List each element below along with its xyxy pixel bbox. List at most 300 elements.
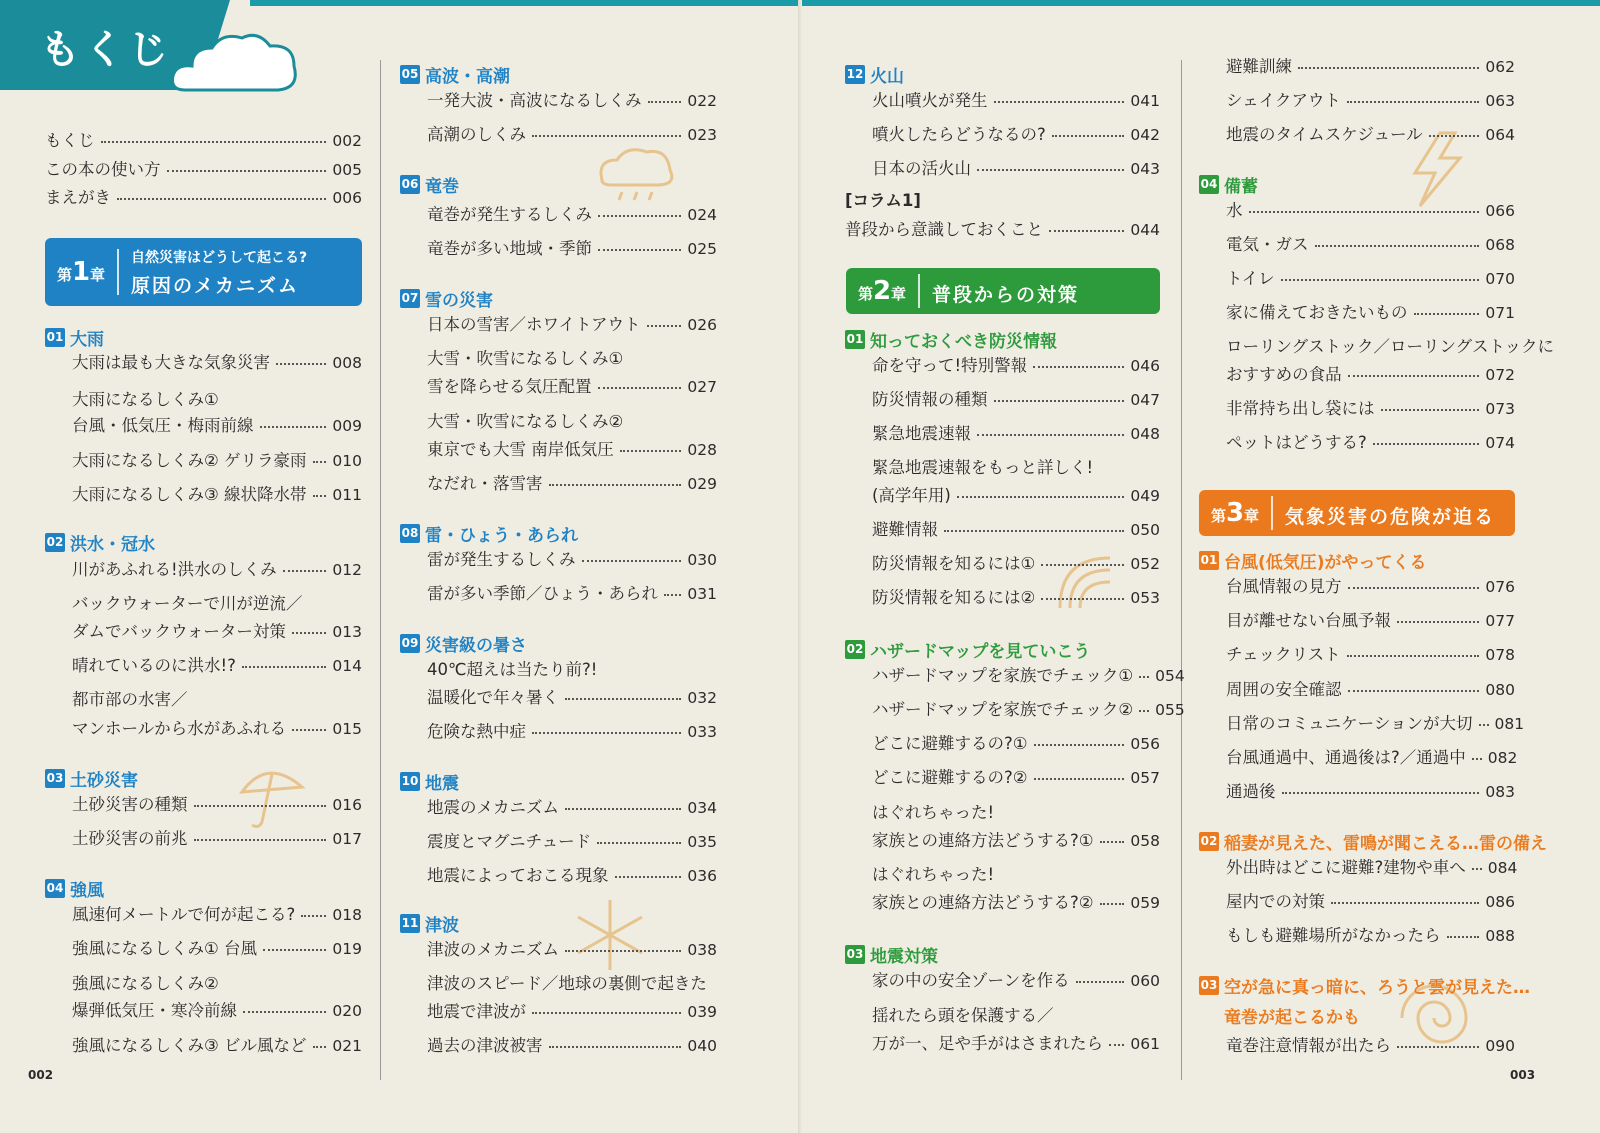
section-number: 04 [45, 879, 65, 898]
leader-dots [1447, 936, 1480, 938]
toc-page-number: 014 [332, 657, 362, 675]
toc-entry[interactable] [1226, 367, 1515, 384]
toc-entry[interactable] [72, 941, 362, 958]
section-heading[interactable] [45, 766, 138, 791]
toc-entry-title: 東京でも大雪 南岸低気圧 [427, 440, 614, 459]
toc-entry[interactable] [1226, 93, 1515, 110]
toc-entry[interactable] [1226, 894, 1515, 911]
toc-page-number: 077 [1485, 612, 1515, 630]
section-number: 02 [1199, 832, 1219, 851]
section-title: 竜巻 [425, 177, 459, 197]
toc-entry[interactable] [872, 522, 1160, 539]
toc-entry-title: 家の中の安全ゾーンを作る [872, 971, 1070, 990]
toc-entry-title: 津波のメカニズム [427, 940, 559, 959]
section-title: 知っておくべき防災情報 [870, 332, 1057, 352]
section-title: 大雨 [70, 330, 104, 350]
page-number-right: 003 [1510, 1068, 1536, 1082]
leader-dots [532, 732, 681, 734]
toc-page-number: 005 [332, 161, 362, 179]
toc-entry-title: 緊急地震速報 [872, 424, 971, 443]
toc-entry[interactable] [427, 93, 717, 110]
leader-dots [1429, 135, 1480, 137]
toc-entry-line: 大雨になるしくみ① [72, 390, 219, 409]
toc-entry[interactable] [1226, 435, 1515, 452]
toc-entry-title: 防災情報を知るには② [872, 588, 1036, 607]
snowflake-icon [570, 895, 650, 975]
toc-entry-title: 外出時はどこに避難?建物や車へ [1226, 858, 1466, 877]
toc-entry-title: 台風通過中、通過後は?／通過中 [1226, 748, 1466, 767]
toc-page-number: 078 [1485, 646, 1515, 664]
toc-entry-line: 緊急地震速報をもっと詳しく! [872, 458, 1094, 477]
toc-entry-title: 台風情報の見方 [1226, 577, 1342, 596]
toc-entry[interactable] [872, 358, 1160, 375]
toc-entry-title: 風速何メートルで何が起こる? [72, 905, 296, 924]
toc-entry[interactable] [427, 690, 717, 707]
toc-page-number: 040 [687, 1037, 717, 1055]
section-title: 土砂災害 [70, 771, 138, 791]
toc-entry[interactable] [72, 1038, 362, 1055]
toc-entry-title: まえがき [45, 188, 111, 207]
toc-entry[interactable] [872, 736, 1160, 753]
toc-entry-title: どこに避難するの?① [872, 734, 1028, 753]
toc-entry-title: 晴れているのに洪水!? [72, 656, 236, 675]
toc-entry[interactable] [872, 488, 1160, 505]
toc-page-number: 019 [332, 940, 362, 958]
leader-dots [313, 1046, 327, 1048]
toc-entry[interactable] [72, 797, 362, 814]
toc-page-number: 046 [1130, 357, 1160, 375]
toc-entry-title: 地震のメカニズム [427, 798, 559, 817]
toc-entry-title: なだれ・落雪害 [427, 474, 543, 493]
leader-dots [977, 434, 1124, 436]
toc-page-number: 059 [1130, 894, 1160, 912]
leader-dots [1034, 778, 1125, 780]
leader-dots [1033, 366, 1124, 368]
toc-entry-title: 大雨は最も大きな気象災害 [72, 353, 270, 372]
toc-entry[interactable] [1226, 714, 1525, 733]
toc-entry[interactable] [872, 973, 1160, 990]
column-divider-1 [380, 60, 381, 1080]
section-heading[interactable] [400, 521, 578, 546]
leader-dots [532, 135, 681, 137]
toc-entry[interactable] [427, 207, 717, 224]
toc-entry-title: 日本の雪害／ホワイトアウト [427, 315, 641, 334]
leader-dots [292, 729, 326, 731]
toc-entry-title: 目が離せない台風予報 [1226, 611, 1391, 630]
toc-entry-line: 津波のスピード／地球の裏側で起きた [427, 974, 707, 993]
toc-page-number: 020 [332, 1002, 362, 1020]
toc-entry-line: 都市部の水害／ [72, 690, 188, 709]
section-title: 稲妻が見えた、雷鳴が聞こえる…雷の備え [1224, 834, 1547, 854]
toc-entry-title: 防災情報の種類 [872, 390, 988, 409]
toc-entry[interactable] [872, 833, 1160, 850]
toc-entry[interactable] [427, 127, 717, 144]
leader-dots [1381, 409, 1480, 411]
toc-entry-title: 高潮のしくみ [427, 125, 526, 144]
toc-entry[interactable] [45, 162, 362, 179]
toc-entry[interactable] [1226, 1038, 1515, 1055]
toc-page-number: 027 [687, 378, 717, 396]
toc-entry-title: 周囲の安全確認 [1226, 680, 1342, 699]
toc-entry[interactable] [72, 355, 362, 372]
toc-entry[interactable] [1226, 928, 1515, 945]
toc-page-number: 032 [687, 689, 717, 707]
toc-entry-title: 火山噴火が発生 [872, 91, 988, 110]
toc-entry[interactable] [427, 317, 717, 334]
toc-entry[interactable] [427, 241, 717, 258]
umbrella-icon [237, 757, 307, 832]
toc-page-number: 011 [332, 486, 362, 504]
toc-page-number: 036 [687, 867, 717, 885]
toc-entry[interactable] [1226, 203, 1515, 220]
toc-entry-title: ペットはどうする? [1226, 433, 1367, 452]
section-heading[interactable] [845, 942, 938, 967]
toc-entry[interactable] [427, 552, 717, 569]
toc-page-number: 056 [1130, 735, 1160, 753]
toc-entry[interactable] [427, 379, 717, 396]
toc-entry[interactable] [72, 562, 362, 579]
leader-dots [1281, 279, 1480, 281]
toc-page-number: 058 [1130, 832, 1160, 850]
section-heading[interactable] [400, 769, 459, 794]
section-heading[interactable] [1199, 829, 1547, 854]
leader-dots [994, 400, 1125, 402]
toc-entry[interactable] [872, 93, 1160, 110]
toc-entry-title: チェックリスト [1226, 645, 1341, 664]
leader-dots [1397, 1046, 1479, 1048]
toc-entry-title: 雷が発生するしくみ [427, 550, 576, 569]
section-number: 02 [845, 640, 865, 659]
toc-page-number: 053 [1130, 589, 1160, 607]
section-heading[interactable] [400, 172, 459, 197]
toc-entry-line: 強風になるしくみ② [72, 974, 219, 993]
toc-page-number: 086 [1485, 893, 1515, 911]
leader-dots [647, 325, 682, 327]
toc-entry[interactable] [872, 127, 1160, 144]
toc-entry-title: 電気・ガス [1226, 235, 1309, 254]
toc-entry[interactable] [872, 556, 1160, 573]
section-number: 06 [400, 175, 420, 194]
toc-entry[interactable] [872, 161, 1160, 178]
toc-entry[interactable] [72, 453, 362, 470]
toc-entry[interactable] [427, 868, 717, 885]
toc-page-number: 063 [1485, 92, 1515, 110]
toc-entry[interactable] [872, 770, 1160, 787]
toc-page-number: 028 [687, 441, 717, 459]
leader-dots [283, 570, 327, 572]
leader-dots [101, 141, 327, 143]
toc-entry[interactable] [45, 133, 362, 150]
leader-dots [597, 842, 681, 844]
toc-entry-title: 強風になるしくみ① 台風 [72, 939, 258, 958]
toc-entry[interactable] [1226, 579, 1515, 596]
toc-page-number: 054 [1155, 667, 1185, 685]
toc-page-number: 016 [332, 796, 362, 814]
toc-page-number: 082 [1487, 749, 1518, 767]
section-number: 03 [1199, 976, 1219, 995]
toc-entry-title: 大雨になるしくみ③ 線状降水帯 [72, 485, 307, 504]
toc-entry-title: おすすめの食品 [1226, 365, 1342, 384]
section-title: 雪の災害 [425, 291, 493, 311]
toc-entry[interactable] [72, 487, 362, 504]
section-title: 地震 [425, 774, 459, 794]
section-number: 09 [400, 634, 420, 653]
toc-page-number: 008 [332, 354, 362, 372]
toc-entry-title: 避難訓練 [1226, 57, 1292, 76]
section-title: ハザードマップを見ていこう [870, 642, 1091, 662]
toc-page-number: 072 [1485, 366, 1515, 384]
leader-dots [648, 101, 682, 103]
toc-entry[interactable] [427, 942, 717, 959]
leader-dots [260, 426, 327, 428]
toc-entry-title: 家族との連絡方法どうする?② [872, 893, 1094, 912]
toc-entry-title: ダムでバックウォーター対策 [72, 622, 286, 641]
section-heading[interactable] [400, 631, 527, 656]
toc-entry-title: 噴火したらどうなるの? [872, 125, 1046, 144]
toc-entry[interactable] [1226, 401, 1515, 418]
section-heading[interactable] [1199, 548, 1427, 573]
toc-page-number: 049 [1130, 487, 1160, 505]
chapter-1-banner: 第1章 自然災害はどうして起こる? 原因のメカニズム [45, 238, 362, 306]
toc-entry[interactable] [872, 392, 1160, 409]
section-number: 12 [845, 65, 865, 84]
toc-entry-title: 川があふれる!洪水のしくみ [72, 560, 277, 579]
toc-page-number: 010 [332, 452, 362, 470]
toc-entry[interactable] [872, 666, 1185, 685]
section-title-continued: 竜巻が起こるかも [1224, 1008, 1360, 1028]
book-spine [798, 0, 802, 1133]
toc-entry[interactable] [427, 1038, 717, 1055]
section-number: 07 [400, 289, 420, 308]
toc-entry[interactable] [45, 190, 362, 207]
toc-entry-title: もしも避難場所がなかったら [1226, 926, 1441, 945]
toc-entry[interactable] [427, 800, 717, 817]
toc-entry-title: 地震によっておこる現象 [427, 866, 609, 885]
toc-page-number: 017 [332, 830, 362, 848]
toc-page-number: 068 [1485, 236, 1515, 254]
toc-entry-line: 大雪・吹雪になるしくみ② [427, 412, 624, 431]
leader-dots [1041, 564, 1124, 566]
toc-entry[interactable] [1226, 613, 1515, 630]
toc-entry-title: 雷が多い季節／ひょう・あられ [427, 584, 658, 603]
section-number: 10 [400, 772, 420, 791]
toc-page-number: 047 [1130, 391, 1160, 409]
leader-dots [1397, 621, 1479, 623]
section-heading[interactable] [1199, 973, 1530, 998]
leader-dots [276, 363, 326, 365]
toc-page-number: 041 [1130, 92, 1160, 110]
toc-page-number: 006 [332, 189, 362, 207]
toc-page-number: 088 [1485, 927, 1515, 945]
leader-dots [194, 839, 327, 841]
section-title: 台風(低気圧)がやってくる [1224, 553, 1427, 573]
section-title: 災害級の暑さ [425, 636, 527, 656]
leader-dots [977, 169, 1124, 171]
toc-entry-title: マンホールから水があふれる [72, 719, 287, 738]
toc-entry-title: 万が一、足や手がはさまれたら [872, 1034, 1103, 1053]
toc-entry-title: 竜巻注意情報が出たら [1226, 1036, 1391, 1055]
leader-dots [598, 215, 681, 217]
section-heading[interactable] [45, 325, 104, 350]
toc-entry[interactable] [72, 721, 362, 738]
chapter-2-banner: 第2章 普段からの対策 [846, 268, 1160, 314]
toc-page-number: 031 [687, 585, 717, 603]
toc-page-number: 033 [687, 723, 717, 741]
toc-page-number: 042 [1130, 126, 1160, 144]
leader-dots [313, 461, 327, 463]
section-heading[interactable] [400, 62, 510, 87]
toc-entry-line: バックウォーターで川が逆流／ [72, 594, 303, 613]
section-number: 08 [400, 524, 420, 543]
toc-entry-title: ハザードマップを家族でチェック② [872, 700, 1134, 719]
toc-entry[interactable] [72, 658, 362, 675]
leader-dots [944, 530, 1124, 532]
section-number: 02 [45, 533, 65, 552]
leader-dots [292, 632, 327, 634]
chapter-3-banner: 第3章 気象災害の危険が迫る [1199, 490, 1515, 536]
toc-entry[interactable] [427, 834, 717, 851]
toc-entry[interactable] [1226, 647, 1515, 664]
toc-entry[interactable] [427, 442, 717, 459]
section-title: 津波 [425, 916, 459, 936]
toc-page-number: 034 [687, 799, 717, 817]
toc-entry-title: 土砂災害の前兆 [72, 829, 188, 848]
section-number: 01 [45, 328, 65, 347]
toc-entry[interactable] [872, 1036, 1160, 1053]
section-title: 高波・高潮 [425, 67, 510, 87]
rain-cloud-icon [592, 140, 682, 210]
leader-dots [598, 387, 682, 389]
toc-entry[interactable] [872, 700, 1185, 719]
toc-entry[interactable] [72, 624, 362, 641]
toc-entry-title: 普段から意識しておくこと [845, 220, 1043, 239]
toc-page-number: 039 [687, 1003, 717, 1021]
section-heading[interactable] [845, 62, 904, 87]
leader-dots [664, 594, 681, 596]
section-heading[interactable] [45, 876, 104, 901]
toc-entry[interactable] [1226, 305, 1515, 322]
toc-entry[interactable] [1226, 682, 1515, 699]
section-number: 03 [845, 945, 865, 964]
toc-entry-title: もくじ [45, 131, 95, 150]
section-number: 11 [400, 914, 420, 933]
leader-dots [598, 249, 681, 251]
leader-dots [1347, 655, 1480, 657]
page-number-left: 002 [28, 1068, 54, 1082]
toc-entry-title: 防災情報を知るには① [872, 554, 1036, 573]
toc-entry[interactable] [72, 907, 362, 924]
leader-dots [532, 1012, 681, 1014]
toc-entry-title: トイレ [1226, 269, 1275, 288]
section-heading[interactable] [400, 286, 493, 311]
section-number: 04 [1199, 175, 1219, 194]
toc-page-number: 052 [1130, 555, 1160, 573]
toc-page-number: 015 [332, 720, 362, 738]
toc-entry-title: 大雨になるしくみ② ゲリラ豪雨 [72, 451, 307, 470]
leader-dots [301, 915, 326, 917]
toc-page-number: 025 [687, 240, 717, 258]
toc-entry-title: ハザードマップを家族でチェック① [872, 666, 1134, 685]
toc-entry-line: はぐれちゃった! [872, 865, 995, 884]
toc-entry[interactable] [1226, 59, 1515, 76]
leader-dots [1472, 758, 1482, 760]
leader-dots [194, 805, 327, 807]
toc-page-number: 012 [332, 561, 362, 579]
toc-entry[interactable] [1226, 748, 1518, 767]
toc-page-number: 062 [1485, 58, 1515, 76]
leader-dots [1315, 245, 1480, 247]
toc-page-number: 038 [687, 941, 717, 959]
toc-entry[interactable] [1226, 858, 1518, 877]
toc-entry[interactable] [872, 895, 1160, 912]
toc-entry-title: 爆弾低気圧・寒冷前線 [72, 1001, 237, 1020]
toc-entry[interactable] [1226, 127, 1515, 144]
leader-dots [117, 198, 326, 200]
leader-dots [1298, 67, 1479, 69]
leader-dots [313, 495, 327, 497]
toc-entry-title: 強風になるしくみ③ ビル風など [72, 1036, 307, 1055]
toc-entry[interactable] [427, 724, 717, 741]
toc-entry[interactable] [872, 590, 1160, 607]
toc-entry-title: (高学年用) [872, 486, 951, 505]
toc-entry[interactable] [72, 831, 362, 848]
column-divider-2 [1181, 60, 1182, 1080]
toc-entry-title: 地震で津波が [427, 1002, 526, 1021]
leader-dots [1348, 690, 1480, 692]
toc-entry-title: この本の使い方 [45, 160, 161, 179]
toc-entry[interactable] [872, 426, 1160, 443]
toc-page-number: 024 [687, 206, 717, 224]
toc-entry[interactable] [427, 586, 717, 603]
toc-entry-line: 大雪・吹雪になるしくみ① [427, 349, 624, 368]
section-heading[interactable] [845, 327, 1057, 352]
toc-page-number: 030 [687, 551, 717, 569]
toc-page-number: 074 [1485, 434, 1515, 452]
leader-dots [1472, 868, 1482, 870]
toc-page-number: 044 [1130, 221, 1160, 239]
section-heading[interactable] [845, 637, 1090, 662]
toc-entry[interactable] [72, 418, 362, 435]
toc-page-number: 048 [1130, 425, 1160, 443]
leader-dots [549, 1046, 682, 1048]
section-number: 03 [45, 769, 65, 788]
leader-dots [1052, 135, 1125, 137]
toc-entry[interactable] [845, 222, 1160, 239]
toc-entry[interactable] [1226, 271, 1515, 288]
toc-entry[interactable] [427, 1004, 717, 1021]
toc-page-number: 055 [1155, 701, 1185, 719]
toc-entry[interactable] [1226, 784, 1515, 801]
toc-page-number: 064 [1485, 126, 1515, 144]
toc-entry-title: 日常のコミュニケーションが大切 [1226, 714, 1473, 733]
toc-entry-title: シェイクアウト [1226, 91, 1341, 110]
toc-entry-title: 竜巻が発生するしくみ [427, 205, 592, 224]
toc-page-number: 013 [332, 623, 362, 641]
leader-dots [582, 560, 682, 562]
toc-entry-title: 家族との連絡方法どうする?① [872, 831, 1094, 850]
section-heading[interactable] [1199, 172, 1258, 197]
toc-entry-title: 屋内での対策 [1226, 892, 1325, 911]
leader-dots [615, 876, 682, 878]
toc-entry[interactable] [427, 476, 717, 493]
section-heading[interactable] [45, 530, 155, 555]
toc-page-number: 070 [1485, 270, 1515, 288]
toc-entry-title: 温暖化で年々暑く [427, 688, 559, 707]
toc-entry[interactable] [1226, 237, 1515, 254]
toc-page-number: 081 [1494, 715, 1525, 733]
section-heading[interactable] [400, 911, 459, 936]
toc-entry[interactable] [72, 1003, 362, 1020]
